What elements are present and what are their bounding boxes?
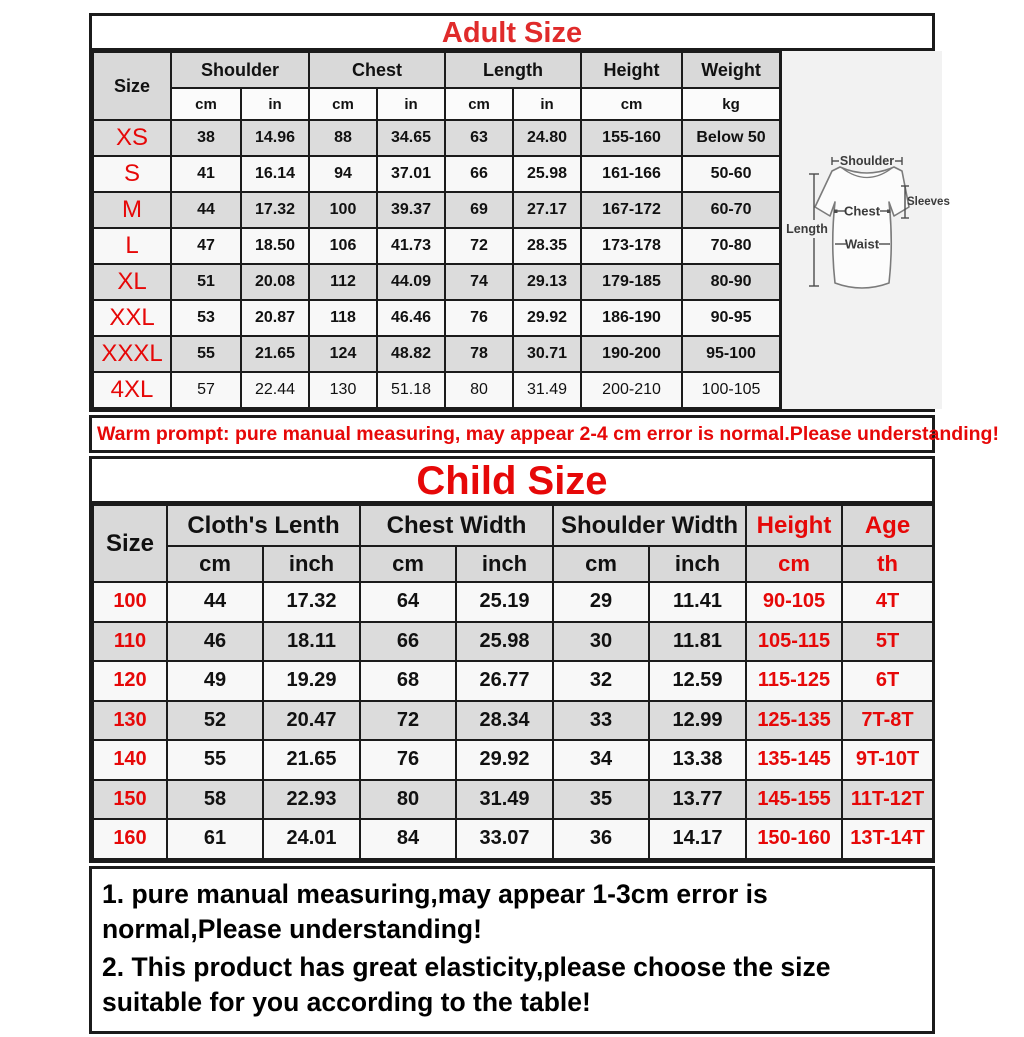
value-cell: 21.65 bbox=[241, 336, 309, 372]
chest-dot-left bbox=[834, 210, 838, 214]
value-cell: 31.49 bbox=[456, 780, 553, 820]
value-cell: 72 bbox=[445, 228, 513, 264]
adult-size-table bbox=[92, 51, 781, 409]
size-chart-page bbox=[89, 13, 999, 1034]
table-row bbox=[93, 582, 933, 622]
child-size-section bbox=[89, 456, 935, 863]
table-row bbox=[93, 192, 780, 228]
value-cell: 66 bbox=[360, 622, 456, 662]
unit-cell: th bbox=[842, 546, 933, 582]
value-cell: 6T bbox=[842, 661, 933, 701]
value-cell: 20.87 bbox=[241, 300, 309, 336]
table-row bbox=[93, 740, 933, 780]
value-cell: 161-166 bbox=[581, 156, 682, 192]
unit-cell: in bbox=[241, 88, 309, 120]
value-cell: 12.59 bbox=[649, 661, 746, 701]
adult-size-header: Size bbox=[93, 52, 171, 120]
value-cell: 29.13 bbox=[513, 264, 581, 300]
value-cell: 100-105 bbox=[682, 372, 780, 408]
size-label: 130 bbox=[93, 701, 167, 741]
adult-chest-header: Chest bbox=[309, 52, 445, 88]
value-cell: 44.09 bbox=[377, 264, 445, 300]
value-cell: 29.92 bbox=[456, 740, 553, 780]
value-cell: 68 bbox=[360, 661, 456, 701]
value-cell: 74 bbox=[445, 264, 513, 300]
value-cell: 135-145 bbox=[746, 740, 842, 780]
adult-height-header: Height bbox=[581, 52, 682, 88]
value-cell: 70-80 bbox=[682, 228, 780, 264]
table-row bbox=[93, 228, 780, 264]
size-label: 150 bbox=[93, 780, 167, 820]
value-cell: 155-160 bbox=[581, 120, 682, 156]
value-cell: 11.81 bbox=[649, 622, 746, 662]
value-cell: 76 bbox=[360, 740, 456, 780]
child-height-header: Height bbox=[746, 505, 842, 546]
value-cell: 18.11 bbox=[263, 622, 360, 662]
value-cell: 24.01 bbox=[263, 819, 360, 859]
value-cell: 49 bbox=[167, 661, 263, 701]
value-cell: 38 bbox=[171, 120, 241, 156]
child-size-table bbox=[92, 504, 934, 860]
child-chest-width-header: Chest Width bbox=[360, 505, 553, 546]
unit-cell: cm bbox=[445, 88, 513, 120]
table-row bbox=[93, 780, 933, 820]
value-cell: 22.44 bbox=[241, 372, 309, 408]
size-label: 160 bbox=[93, 819, 167, 859]
value-cell: 80 bbox=[360, 780, 456, 820]
value-cell: 34.65 bbox=[377, 120, 445, 156]
table-row bbox=[93, 156, 780, 192]
value-cell: 130 bbox=[309, 372, 377, 408]
value-cell: 25.98 bbox=[456, 622, 553, 662]
value-cell: 19.29 bbox=[263, 661, 360, 701]
value-cell: 25.19 bbox=[456, 582, 553, 622]
value-cell: 106 bbox=[309, 228, 377, 264]
value-cell: 14.17 bbox=[649, 819, 746, 859]
value-cell: 112 bbox=[309, 264, 377, 300]
size-label: 140 bbox=[93, 740, 167, 780]
size-label: 100 bbox=[93, 582, 167, 622]
adult-weight-header: Weight bbox=[682, 52, 780, 88]
table-row bbox=[93, 120, 780, 156]
value-cell: 31.49 bbox=[513, 372, 581, 408]
value-cell: 145-155 bbox=[746, 780, 842, 820]
adult-unit-row bbox=[93, 88, 780, 120]
table-row bbox=[93, 300, 780, 336]
unit-cell: cm bbox=[171, 88, 241, 120]
value-cell: 50-60 bbox=[682, 156, 780, 192]
unit-cell: in bbox=[513, 88, 581, 120]
value-cell: 46.46 bbox=[377, 300, 445, 336]
child-size-title: Child Size bbox=[92, 459, 932, 504]
value-cell: 124 bbox=[309, 336, 377, 372]
value-cell: 179-185 bbox=[581, 264, 682, 300]
value-cell: 186-190 bbox=[581, 300, 682, 336]
unit-cell: kg bbox=[682, 88, 780, 120]
value-cell: 20.47 bbox=[263, 701, 360, 741]
length-label: Length bbox=[786, 222, 828, 236]
size-label: XXL bbox=[93, 300, 171, 336]
unit-cell: cm bbox=[746, 546, 842, 582]
table-row bbox=[93, 819, 933, 859]
value-cell: 58 bbox=[167, 780, 263, 820]
value-cell: 48.82 bbox=[377, 336, 445, 372]
value-cell: 125-135 bbox=[746, 701, 842, 741]
value-cell: Below 50 bbox=[682, 120, 780, 156]
value-cell: 66 bbox=[445, 156, 513, 192]
value-cell: 17.32 bbox=[241, 192, 309, 228]
value-cell: 29.92 bbox=[513, 300, 581, 336]
value-cell: 11.41 bbox=[649, 582, 746, 622]
value-cell: 18.50 bbox=[241, 228, 309, 264]
value-cell: 22.93 bbox=[263, 780, 360, 820]
value-cell: 94 bbox=[309, 156, 377, 192]
value-cell: 95-100 bbox=[682, 336, 780, 372]
adult-size-section bbox=[89, 13, 950, 412]
value-cell: 51.18 bbox=[377, 372, 445, 408]
child-header-row bbox=[93, 505, 933, 546]
value-cell: 118 bbox=[309, 300, 377, 336]
table-row bbox=[93, 622, 933, 662]
waist-label: Waist bbox=[844, 236, 880, 252]
value-cell: 53 bbox=[171, 300, 241, 336]
unit-cell: cm bbox=[581, 88, 682, 120]
unit-cell: cm bbox=[553, 546, 649, 582]
child-age-header: Age bbox=[842, 505, 933, 546]
note-line-2: 2. This product has great elasticity,please choose the size suitable for you according to the table! bbox=[102, 951, 831, 1018]
value-cell: 52 bbox=[167, 701, 263, 741]
value-cell: 4T bbox=[842, 582, 933, 622]
value-cell: 78 bbox=[445, 336, 513, 372]
value-cell: 190-200 bbox=[581, 336, 682, 372]
value-cell: 13.38 bbox=[649, 740, 746, 780]
value-cell: 61 bbox=[167, 819, 263, 859]
value-cell: 30 bbox=[553, 622, 649, 662]
unit-cell: cm bbox=[360, 546, 456, 582]
unit-cell: inch bbox=[649, 546, 746, 582]
value-cell: 72 bbox=[360, 701, 456, 741]
table-row bbox=[93, 661, 933, 701]
table-row bbox=[93, 264, 780, 300]
unit-cell: cm bbox=[309, 88, 377, 120]
value-cell: 84 bbox=[360, 819, 456, 859]
value-cell: 13T-14T bbox=[842, 819, 933, 859]
child-cloth-length-header: Cloth's Lenth bbox=[167, 505, 360, 546]
value-cell: 80-90 bbox=[682, 264, 780, 300]
value-cell: 64 bbox=[360, 582, 456, 622]
chest-label: Chest bbox=[843, 203, 881, 219]
value-cell: 51 bbox=[171, 264, 241, 300]
value-cell: 150-160 bbox=[746, 819, 842, 859]
unit-cell: inch bbox=[263, 546, 360, 582]
table-row bbox=[93, 701, 933, 741]
value-cell: 80 bbox=[445, 372, 513, 408]
value-cell: 167-172 bbox=[581, 192, 682, 228]
size-label: XL bbox=[93, 264, 171, 300]
value-cell: 27.17 bbox=[513, 192, 581, 228]
value-cell: 14.96 bbox=[241, 120, 309, 156]
size-label: 4XL bbox=[93, 372, 171, 408]
adult-header-row bbox=[93, 52, 780, 88]
adult-body bbox=[92, 51, 950, 409]
value-cell: 37.01 bbox=[377, 156, 445, 192]
shoulder-label: Shoulder bbox=[839, 154, 895, 168]
value-cell: 55 bbox=[171, 336, 241, 372]
child-size-header: Size bbox=[93, 505, 167, 582]
size-label: S bbox=[93, 156, 171, 192]
value-cell: 63 bbox=[445, 120, 513, 156]
value-cell: 41.73 bbox=[377, 228, 445, 264]
value-cell: 28.35 bbox=[513, 228, 581, 264]
note-line-1: 1. pure manual measuring,may appear 1-3cm error is normal,Please understanding! bbox=[102, 878, 768, 944]
value-cell: 173-178 bbox=[581, 228, 682, 264]
value-cell: 24.80 bbox=[513, 120, 581, 156]
value-cell: 36 bbox=[553, 819, 649, 859]
value-cell: 76 bbox=[445, 300, 513, 336]
size-label: 110 bbox=[93, 622, 167, 662]
adult-shoulder-header: Shoulder bbox=[171, 52, 309, 88]
value-cell: 105-115 bbox=[746, 622, 842, 662]
value-cell: 69 bbox=[445, 192, 513, 228]
value-cell: 20.08 bbox=[241, 264, 309, 300]
value-cell: 12.99 bbox=[649, 701, 746, 741]
value-cell: 29 bbox=[553, 582, 649, 622]
value-cell: 200-210 bbox=[581, 372, 682, 408]
child-shoulder-width-header: Shoulder Width bbox=[553, 505, 746, 546]
unit-cell: inch bbox=[456, 546, 553, 582]
value-cell: 33 bbox=[553, 701, 649, 741]
value-cell: 7T-8T bbox=[842, 701, 933, 741]
value-cell: 26.77 bbox=[456, 661, 553, 701]
value-cell: 41 bbox=[171, 156, 241, 192]
tshirt-measurement-illustration bbox=[782, 144, 950, 316]
table-row bbox=[93, 336, 780, 372]
size-label: L bbox=[93, 228, 171, 264]
value-cell: 16.14 bbox=[241, 156, 309, 192]
value-cell: 5T bbox=[842, 622, 933, 662]
tshirt-diagram bbox=[781, 51, 950, 409]
unit-cell: cm bbox=[167, 546, 263, 582]
value-cell: 44 bbox=[167, 582, 263, 622]
value-cell: 100 bbox=[309, 192, 377, 228]
value-cell: 17.32 bbox=[263, 582, 360, 622]
adult-length-header: Length bbox=[445, 52, 581, 88]
value-cell: 25.98 bbox=[513, 156, 581, 192]
value-cell: 88 bbox=[309, 120, 377, 156]
value-cell: 115-125 bbox=[746, 661, 842, 701]
value-cell: 13.77 bbox=[649, 780, 746, 820]
value-cell: 28.34 bbox=[456, 701, 553, 741]
warm-prompt-banner: Warm prompt: pure manual measuring, may appear 2-4 cm error is normal.Please understanding! bbox=[89, 415, 935, 453]
value-cell: 30.71 bbox=[513, 336, 581, 372]
value-cell: 47 bbox=[171, 228, 241, 264]
size-label: 120 bbox=[93, 661, 167, 701]
size-label: XS bbox=[93, 120, 171, 156]
value-cell: 33.07 bbox=[456, 819, 553, 859]
child-unit-row bbox=[93, 546, 933, 582]
value-cell: 60-70 bbox=[682, 192, 780, 228]
sleeves-label: Sleeves bbox=[907, 196, 950, 208]
value-cell: 90-105 bbox=[746, 582, 842, 622]
value-cell: 21.65 bbox=[263, 740, 360, 780]
value-cell: 34 bbox=[553, 740, 649, 780]
value-cell: 55 bbox=[167, 740, 263, 780]
size-label: XXXL bbox=[93, 336, 171, 372]
value-cell: 39.37 bbox=[377, 192, 445, 228]
unit-cell: in bbox=[377, 88, 445, 120]
notes-section bbox=[89, 866, 935, 1035]
value-cell: 32 bbox=[553, 661, 649, 701]
value-cell: 11T-12T bbox=[842, 780, 933, 820]
value-cell: 90-95 bbox=[682, 300, 780, 336]
table-row bbox=[93, 372, 780, 408]
value-cell: 35 bbox=[553, 780, 649, 820]
value-cell: 57 bbox=[171, 372, 241, 408]
value-cell: 46 bbox=[167, 622, 263, 662]
tshirt-outline bbox=[815, 167, 909, 288]
value-cell: 44 bbox=[171, 192, 241, 228]
size-label: M bbox=[93, 192, 171, 228]
adult-size-title: Adult Size bbox=[92, 16, 932, 51]
value-cell: 9T-10T bbox=[842, 740, 933, 780]
